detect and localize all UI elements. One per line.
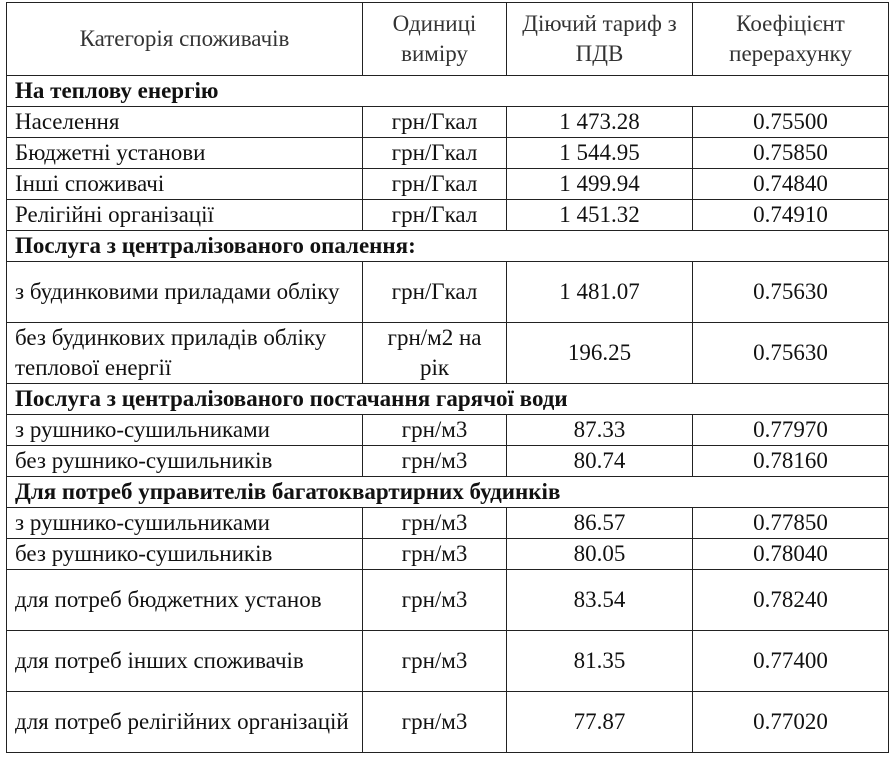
cell-coefficient: 0.77850 xyxy=(693,508,889,539)
table-row xyxy=(7,323,889,384)
table-row xyxy=(7,200,889,231)
cell-tariff: 80.74 xyxy=(507,446,693,477)
cell-tariff: 1 499.94 xyxy=(507,169,693,200)
header-unit: Одиниці виміру xyxy=(363,3,507,76)
cell-unit: грн/Гкал xyxy=(363,107,507,138)
cell-unit: грн/м3 xyxy=(363,415,507,446)
section-title: Послуга з централізованого опалення: xyxy=(7,231,889,262)
table-row xyxy=(7,570,889,631)
cell-coefficient: 0.75630 xyxy=(693,323,889,384)
cell-category: з будинковими приладами обліку xyxy=(7,262,363,323)
cell-category: для потреб бюджетних установ xyxy=(7,570,363,631)
section-title: Послуга з централізованого постачання гарячої води xyxy=(7,384,889,415)
cell-coefficient: 0.78040 xyxy=(693,539,889,570)
cell-coefficient: 0.78160 xyxy=(693,446,889,477)
section-row xyxy=(7,76,889,107)
table-row xyxy=(7,169,889,200)
cell-tariff: 1 451.32 xyxy=(507,200,693,231)
section-row xyxy=(7,477,889,508)
cell-tariff: 83.54 xyxy=(507,570,693,631)
cell-tariff: 86.57 xyxy=(507,508,693,539)
table-row xyxy=(7,508,889,539)
cell-category: Релігійні організації xyxy=(7,200,363,231)
cell-category: для потреб релігійних організацій xyxy=(7,692,363,753)
cell-category: Інші споживачі xyxy=(7,169,363,200)
header-coefficient: Коефіцієнт перерахунку xyxy=(693,3,889,76)
cell-unit: грн/м3 xyxy=(363,446,507,477)
table-row xyxy=(7,262,889,323)
cell-unit: грн/м2 на рік xyxy=(363,323,507,384)
cell-tariff: 1 544.95 xyxy=(507,138,693,169)
table-header-row xyxy=(7,3,889,76)
table-row xyxy=(7,415,889,446)
cell-category: без рушнико-сушильників xyxy=(7,539,363,570)
cell-category: Населення xyxy=(7,107,363,138)
cell-unit: грн/м3 xyxy=(363,539,507,570)
tariff-table xyxy=(6,2,889,753)
cell-category: з рушнико-сушильниками xyxy=(7,415,363,446)
cell-tariff: 81.35 xyxy=(507,631,693,692)
cell-unit: грн/м3 xyxy=(363,631,507,692)
cell-unit: грн/м3 xyxy=(363,692,507,753)
header-tariff: Діючий тариф з ПДВ xyxy=(507,3,693,76)
cell-coefficient: 0.75630 xyxy=(693,262,889,323)
table-row xyxy=(7,107,889,138)
cell-category: для потреб інших споживачів xyxy=(7,631,363,692)
cell-coefficient: 0.77970 xyxy=(693,415,889,446)
cell-unit: грн/Гкал xyxy=(363,200,507,231)
cell-category: без рушнико-сушильників xyxy=(7,446,363,477)
section-title: Для потреб управителів багатоквартирних будинків xyxy=(7,477,889,508)
section-title: На теплову енергію xyxy=(7,76,889,107)
cell-tariff: 77.87 xyxy=(507,692,693,753)
cell-tariff: 196.25 xyxy=(507,323,693,384)
cell-tariff: 1 481.07 xyxy=(507,262,693,323)
cell-unit: грн/Гкал xyxy=(363,138,507,169)
cell-coefficient: 0.75500 xyxy=(693,107,889,138)
cell-tariff: 1 473.28 xyxy=(507,107,693,138)
table-row xyxy=(7,539,889,570)
cell-coefficient: 0.74910 xyxy=(693,200,889,231)
cell-tariff: 87.33 xyxy=(507,415,693,446)
cell-category: Бюджетні установи xyxy=(7,138,363,169)
section-row xyxy=(7,231,889,262)
cell-coefficient: 0.77020 xyxy=(693,692,889,753)
section-row xyxy=(7,384,889,415)
cell-category: з рушнико-сушильниками xyxy=(7,508,363,539)
cell-unit: грн/Гкал xyxy=(363,262,507,323)
cell-unit: грн/м3 xyxy=(363,570,507,631)
cell-tariff: 80.05 xyxy=(507,539,693,570)
cell-unit: грн/Гкал xyxy=(363,169,507,200)
cell-category: без будинкових приладів обліку теплової енергії xyxy=(7,323,363,384)
table-row xyxy=(7,138,889,169)
cell-coefficient: 0.75850 xyxy=(693,138,889,169)
cell-coefficient: 0.78240 xyxy=(693,570,889,631)
table-row xyxy=(7,692,889,753)
cell-coefficient: 0.77400 xyxy=(693,631,889,692)
cell-coefficient: 0.74840 xyxy=(693,169,889,200)
cell-unit: грн/м3 xyxy=(363,508,507,539)
table-row xyxy=(7,631,889,692)
header-category: Категорія споживачів xyxy=(7,3,363,76)
table-row xyxy=(7,446,889,477)
